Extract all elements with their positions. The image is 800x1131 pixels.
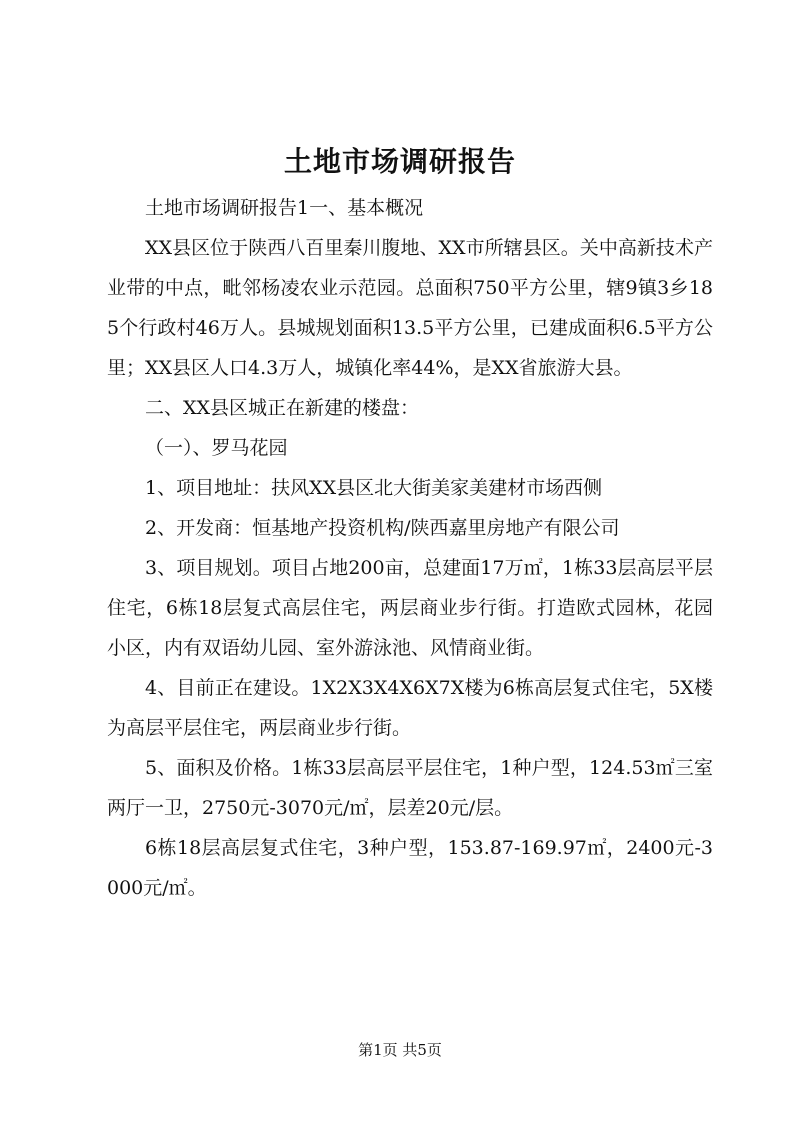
- paragraph: 4、目前正在建设。1X2X3X4X6X7X楼为6栋高层复式住宅，5X楼为高层平层住宅，两层商业步行街。: [107, 677, 713, 739]
- paragraph: （一）、罗马花园: [145, 437, 288, 459]
- paragraph: 2、开发商：恒基地产投资机构/陕西嘉里房地产有限公司: [145, 517, 620, 539]
- paragraph: 1、项目地址：扶风XX县区北大街美家美建材市场西侧: [145, 477, 603, 499]
- paragraph: 二、XX县区城正在新建的楼盘：: [145, 397, 420, 419]
- paragraph: 5、面积及价格。1栋33层高层平层住宅，1种户型，124.53㎡三室两厅一卫，2750元-3070元/㎡，层差20元/层。: [107, 757, 713, 819]
- paragraph: 土地市场调研报告1一、基本概况: [145, 197, 424, 219]
- page-footer: 第1页 共5页: [358, 1041, 442, 1059]
- document-title: 土地市场调研报告: [283, 145, 516, 178]
- paragraph: 6栋18层高层复式住宅，3种户型，153.87-169.97㎡，2400元-3000元/㎡。: [107, 837, 713, 899]
- paragraph: XX县区位于陕西八百里秦川腹地、XX市所辖县区。关中高新技术产业带的中点，毗邻杨凌农业示范园。总面积750平方公里，辖9镇3乡185个行政村46万人。县城规划面积13.5平方公里，已建成面积6.5平方公里；XX县区人口4.3万人，城镇化率44%，是XX省旅游大县。: [107, 237, 713, 379]
- paragraph: 3、项目规划。项目占地200亩，总建面17万㎡，1栋33层高层平层住宅，6栋18层复式高层住宅，两层商业步行街。打造欧式园林，花园小区，内有双语幼儿园、室外游泳池、风情商业街。: [107, 557, 713, 659]
- document-body: [107, 188, 713, 908]
